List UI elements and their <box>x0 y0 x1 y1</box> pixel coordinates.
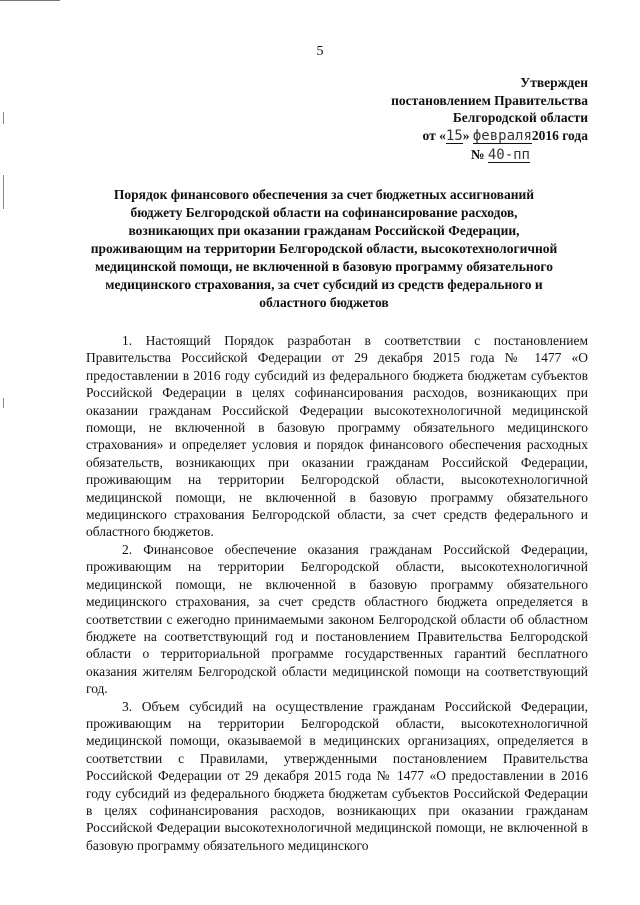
approval-line-region: Белгородской области <box>452 110 588 125</box>
date-prefix: от « <box>422 127 446 143</box>
margin-mark <box>3 175 4 209</box>
margin-mark <box>3 112 4 124</box>
approval-line-approved: Утвержден <box>520 75 588 90</box>
margin-mark <box>3 398 4 408</box>
date-suffix: 2016 года <box>531 127 588 143</box>
number-prefix: № <box>470 147 485 162</box>
date-day: 15 <box>445 127 463 144</box>
paragraph-2: 2. Финансовое обеспечение оказания гражданам Российской Федерации, проживающим на территории Белгородской области, высокотехнологичной медицинской помощи, не включенной в базовую программу обязательного медицинского страхования, за счет средств областного бюджета определяется в соответствии с ежегодно принимаемыми законом Белгородской области об областном бюджете на соответствующий год и постановлением Правительства Белгородской области о территориальной программе государственных гарантий бесплатного оказания жителям Белгородской области медицинской помощи на соответствующий год. <box>86 541 588 697</box>
approval-line-resolution: постановлением Правительства <box>391 92 588 108</box>
paragraph-3: 3. Объем субсидий на осуществление гражданам Российской Федерации, проживающим на территории Белгородской области, высокотехнологичной медицинской помощи, оказываемой в медицинских организациях, определяется в соответствии с Правилами, утвержденными постановлением Правительства Российской Федерации от 29 декабря 2015 года № 1477 «О предоставлении в 2016 году субсидий из федерального бюджета бюджетам субъектов Российской Федерации в целях софинансирования расходов, возникающих при оказании гражданам Российской Федерации высокотехнологичной медицинской помощи, не включенной в базовую программу обязательного медицинского <box>86 698 588 853</box>
scan-edge-line <box>0 0 60 1</box>
document-title: Порядок финансового обеспечения за счет бюджетных ассигнований бюджету Белгородской области на софинансирование расходов, возникающих при оказании гражданам Российской Федерации, проживающим на территории Белгородской области, высокотехнологичной медицинской помощи, не включенной в базовую программу обязательного медицинского страхования, за счет субсидий из средств федерального и областного бюджетов <box>90 187 558 310</box>
date-month: февраля <box>472 127 532 144</box>
page-number: 5 <box>316 44 324 59</box>
paragraph-1: 1. Настоящий Порядок разработан в соответствии с постановлением Правительства Российской Федерации от 29 декабря 2015 года № 1477 «О предоставлении в 2016 году субсидий из федерального бюджета бюджетам субъектов Российской Федерации в целях софинансирования расходов, возникающих при оказании гражданам Российской Федерации высокотехнологичной медицинской помощи, не включенной в базовую программу обязательного медицинского страхования» и определяет условия и порядок финансового обеспечения расходных обязательств, возникающих при оказании гражданам Российской Федерации, проживающим на территории Белгородской области, высокотехнологичной медицинской помощи, не включенной в базовую программу обязательного медицинского страхования Белгородской области, за счет средств федерального и областного бюджетов. <box>86 333 588 540</box>
approval-number <box>360 146 588 164</box>
number-value: 40-пп <box>487 147 530 163</box>
document-body <box>86 332 588 854</box>
approval-date <box>360 127 588 145</box>
date-mid: » <box>462 127 470 143</box>
approval-block <box>360 74 588 164</box>
